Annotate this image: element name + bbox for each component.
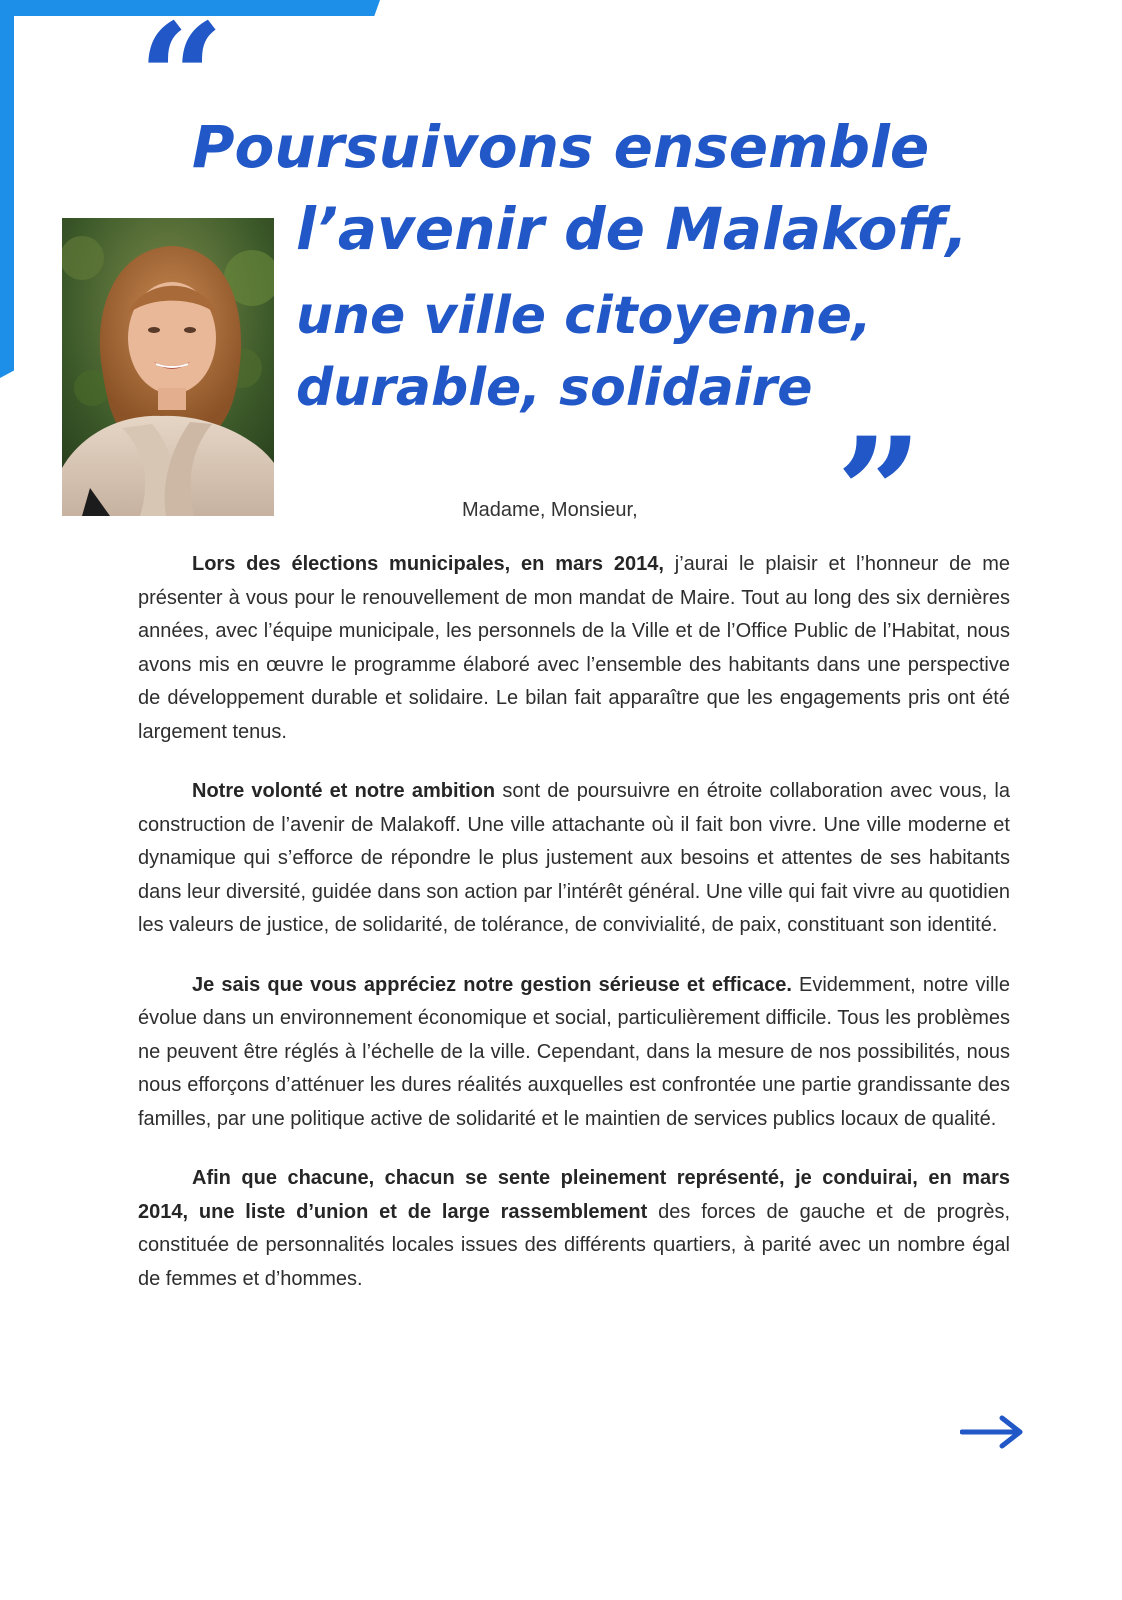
corner-accent-side xyxy=(0,0,14,378)
paragraph-1-lead: Lors des élections municipales, en mars 2014, xyxy=(192,553,664,575)
paragraph-3-lead: Je sais que vous appréciez notre gestion sérieuse et efficace. xyxy=(192,973,792,996)
paragraph-2 xyxy=(138,775,1010,943)
paragraph-2-text: sont de poursuivre en étroite collaboration avec vous, la construction de l’avenir de Malakoff. Une ville attachante où il fait bon vivre. Une ville moderne et dynamique qui s’efforce de répondre le plus justement aux besoins et attentes de ses habitants dans leur diversité, guidée dans son action par l’intérêt général. Une ville qui fait vivre au quotidien les valeurs de justice, de solidarité, de tolérance, de convivialité, de paix, constituant son identité. xyxy=(138,780,1010,936)
portrait-photo xyxy=(62,218,274,516)
close-quote-mark: ” xyxy=(836,405,915,581)
paragraph-4-lead: Afin que chacune, chacun se sente pleinement représenté, je conduirai, en mars 2014, une liste d’union et de large rassemblement xyxy=(138,1167,1010,1223)
paragraph-3-text: Evidemment, notre ville évolue dans un environnement économique et social, particulièrement difficile. Tous les problèmes ne peuvent être réglés à l’échelle de la ville. Cependant, dans la mesure de nos possibilités, nous nous efforçons d’atténuer les dures réalités auxquelles est confrontée une partie grandissante des familles, par une politique active de solidarité et le maintien de services publics locaux de qualité. xyxy=(138,973,1010,1130)
paragraph-4-text: des forces de gauche et de progrès, constituée de personnalités locales issues des différents quartiers, à parité avec un nombre égal de femmes et d’hommes. xyxy=(138,1200,1010,1290)
headline-line-3: une ville citoyenne, xyxy=(296,286,872,346)
salutation: Madame, Monsieur, xyxy=(462,499,638,521)
letter-body xyxy=(138,548,1010,1322)
paragraph-1 xyxy=(138,548,1010,749)
portrait-illustration xyxy=(62,218,274,516)
paragraph-2-lead: Notre volonté et notre ambition xyxy=(192,780,496,802)
open-quote-mark: “ xyxy=(138,0,217,167)
headline-line-4: durable, solidaire xyxy=(296,358,813,418)
paragraph-4 xyxy=(138,1162,1010,1296)
headline-line-1: Poursuivons ensemble xyxy=(192,113,930,181)
arrow-right-icon[interactable] xyxy=(960,1414,1026,1450)
paragraph-3 xyxy=(138,969,1010,1137)
paragraph-1-text: j’aurai le plaisir et l’honneur de me présenter à vous pour le renouvellement de mon mandat de Maire. Tout au long des six dernières années, avec l’équipe municipale, les personnels de la Ville et de l’Office Public de l’Habitat, nous avons mis en œuvre le programme élaboré avec l’ensemble des habitants dans une perspective de développement durable et solidaire. Le bilan fait apparaître que les engagements pris ont été largement tenus. xyxy=(138,553,1010,743)
headline-line-2: l’avenir de Malakoff, xyxy=(296,195,968,263)
